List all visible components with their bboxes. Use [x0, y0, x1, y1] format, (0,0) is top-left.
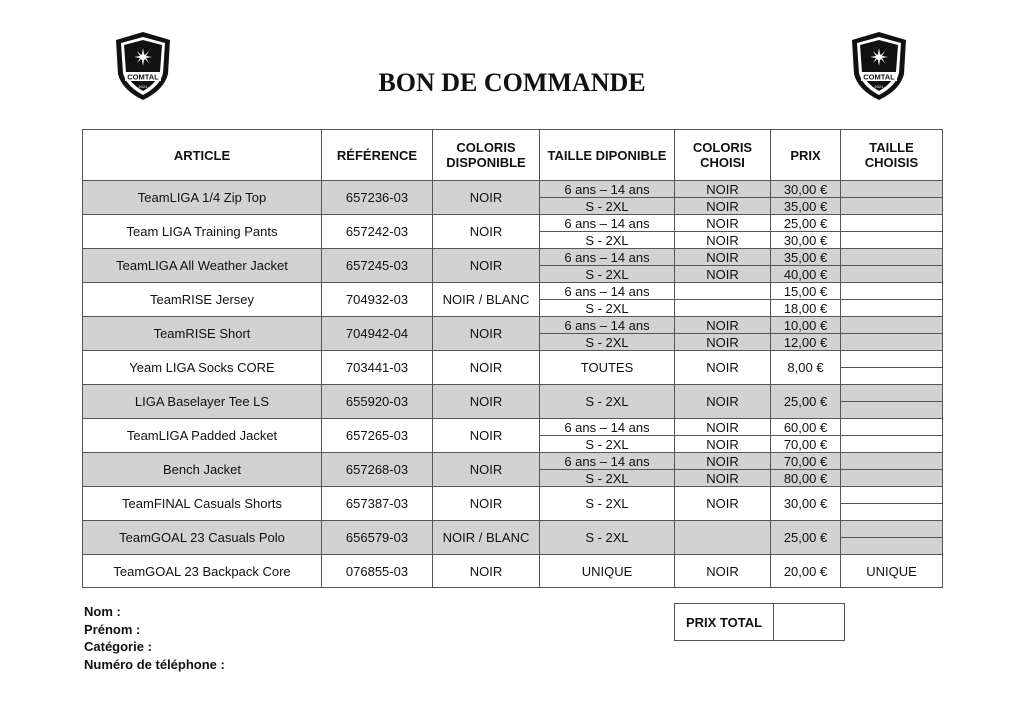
- header-taille-disponible: TAILLE DIPONIBLE: [540, 130, 675, 181]
- cell-prix: 60,00 €: [771, 419, 841, 436]
- cell-taille: 6 ans – 14 ans: [540, 419, 675, 436]
- cell-taille: S - 2XL: [540, 334, 675, 351]
- taille-choisie-split: [841, 487, 942, 520]
- cell-taille: S - 2XL: [540, 232, 675, 249]
- table-row: [83, 351, 943, 385]
- header-prix: PRIX: [771, 130, 841, 181]
- cell-coloris: NOIR: [433, 317, 540, 351]
- cell-coloris-choisi[interactable]: NOIR: [675, 453, 771, 470]
- cell-coloris-choisi[interactable]: NOIR: [675, 470, 771, 487]
- cell-coloris: NOIR / BLANC: [433, 283, 540, 317]
- table-row: [83, 555, 943, 588]
- cell-taille: TOUTES: [540, 351, 675, 385]
- cell-coloris-choisi[interactable]: [675, 283, 771, 300]
- cell-taille: S - 2XL: [540, 300, 675, 317]
- cell-prix: 18,00 €: [771, 300, 841, 317]
- cell-coloris: NOIR: [433, 181, 540, 215]
- table-row: [83, 385, 943, 419]
- table-row: [83, 521, 943, 555]
- cell-taille: 6 ans – 14 ans: [540, 249, 675, 266]
- cell-coloris: NOIR: [433, 419, 540, 453]
- total-box: [674, 603, 845, 641]
- cell-coloris-choisi[interactable]: NOIR: [675, 198, 771, 215]
- cell-taille-choisie[interactable]: [841, 351, 943, 385]
- cell-coloris-choisi[interactable]: NOIR: [675, 436, 771, 453]
- cell-prix: 25,00 €: [771, 215, 841, 232]
- cell-taille-choisie[interactable]: [841, 436, 943, 453]
- cell-taille-choisie[interactable]: [841, 283, 943, 300]
- cell-taille-choisie[interactable]: UNIQUE: [841, 555, 943, 588]
- cell-coloris-choisi[interactable]: NOIR: [675, 487, 771, 521]
- svg-text:2021: 2021: [874, 84, 884, 89]
- cell-prix: 30,00 €: [771, 232, 841, 249]
- cell-reference: 704942-04: [322, 317, 433, 351]
- cell-reference: 076855-03: [322, 555, 433, 588]
- header-coloris-disponible: COLORIS DISPONIBLE: [433, 130, 540, 181]
- cell-coloris-choisi[interactable]: NOIR: [675, 215, 771, 232]
- cell-article: Team LIGA Training Pants: [83, 215, 322, 249]
- cell-taille-choisie[interactable]: [841, 300, 943, 317]
- cell-prix: 30,00 €: [771, 487, 841, 521]
- cell-taille: 6 ans – 14 ans: [540, 283, 675, 300]
- cell-article: TeamFINAL Casuals Shorts: [83, 487, 322, 521]
- table-header-row: [83, 130, 943, 181]
- taille-choisie-split: [841, 385, 942, 418]
- cell-prix: 70,00 €: [771, 436, 841, 453]
- cell-reference: 657236-03: [322, 181, 433, 215]
- taille-choisie-split: [841, 351, 942, 384]
- cell-article: LIGA Baselayer Tee LS: [83, 385, 322, 419]
- cell-reference: 657387-03: [322, 487, 433, 521]
- cell-prix: 8,00 €: [771, 351, 841, 385]
- header-reference: RÉFÉRENCE: [322, 130, 433, 181]
- cell-article: TeamLIGA Padded Jacket: [83, 419, 322, 453]
- cell-taille: 6 ans – 14 ans: [540, 317, 675, 334]
- cell-prix: 25,00 €: [771, 521, 841, 555]
- cell-article: TeamGOAL 23 Backpack Core: [83, 555, 322, 588]
- cell-taille-choisie[interactable]: [841, 334, 943, 351]
- cell-taille: S - 2XL: [540, 198, 675, 215]
- label-telephone: Numéro de téléphone :: [84, 656, 225, 672]
- cell-article: Yeam LIGA Socks CORE: [83, 351, 322, 385]
- cell-taille: S - 2XL: [540, 385, 675, 419]
- cell-taille: S - 2XL: [540, 266, 675, 283]
- cell-article: TeamRISE Jersey: [83, 283, 322, 317]
- svg-text:2021: 2021: [138, 84, 148, 89]
- cell-article: TeamLIGA All Weather Jacket: [83, 249, 322, 283]
- cell-taille: S - 2XL: [540, 487, 675, 521]
- label-categorie: Catégorie :: [84, 639, 152, 654]
- cell-prix: 80,00 €: [771, 470, 841, 487]
- cell-coloris-choisi[interactable]: [675, 521, 771, 555]
- cell-article: TeamRISE Short: [83, 317, 322, 351]
- cell-article: TeamGOAL 23 Casuals Polo: [83, 521, 322, 555]
- cell-taille: 6 ans – 14 ans: [540, 215, 675, 232]
- cell-reference: 656579-03: [322, 521, 433, 555]
- cell-taille-choisie[interactable]: [841, 470, 943, 487]
- cell-coloris-choisi[interactable]: NOIR: [675, 317, 771, 334]
- table-row: [83, 487, 943, 521]
- header-article: ARTICLE: [83, 130, 322, 181]
- cell-taille-choisie[interactable]: [841, 266, 943, 283]
- cell-coloris-choisi[interactable]: NOIR: [675, 181, 771, 198]
- label-prenom: Prénom :: [84, 621, 141, 637]
- cell-reference: 657242-03: [322, 215, 433, 249]
- cell-taille-choisie[interactable]: [841, 419, 943, 436]
- cell-taille-choisie[interactable]: [841, 487, 943, 521]
- cell-reference: 657268-03: [322, 453, 433, 487]
- cell-taille-choisie[interactable]: [841, 453, 943, 470]
- cell-reference: 703441-03: [322, 351, 433, 385]
- cell-prix: 12,00 €: [771, 334, 841, 351]
- prix-total-label: PRIX TOTAL: [675, 604, 774, 641]
- cell-taille: S - 2XL: [540, 521, 675, 555]
- cell-taille: 6 ans – 14 ans: [540, 181, 675, 198]
- label-nom: Nom :: [84, 604, 121, 619]
- cell-taille-choisie[interactable]: [841, 317, 943, 334]
- cell-taille-choisie[interactable]: [841, 181, 943, 198]
- cell-coloris: NOIR: [433, 453, 540, 487]
- cell-coloris: NOIR: [433, 385, 540, 419]
- cell-taille-choisie[interactable]: [841, 521, 943, 555]
- customer-info-block: [84, 603, 225, 673]
- cell-prix: 20,00 €: [771, 555, 841, 588]
- cell-taille-choisie[interactable]: [841, 215, 943, 232]
- page-title: BON DE COMMANDE: [378, 68, 646, 97]
- cell-taille: S - 2XL: [540, 470, 675, 487]
- table-row: [83, 453, 943, 470]
- cell-coloris: NOIR: [433, 555, 540, 588]
- cell-taille-choisie[interactable]: [841, 249, 943, 266]
- cell-prix: 70,00 €: [771, 453, 841, 470]
- svg-text:COMTAL: COMTAL: [127, 72, 159, 82]
- cell-coloris-choisi[interactable]: NOIR: [675, 555, 771, 588]
- cell-prix: 25,00 €: [771, 385, 841, 419]
- cell-coloris-choisi[interactable]: NOIR: [675, 334, 771, 351]
- table-row: [83, 317, 943, 334]
- cell-taille: S - 2XL: [540, 436, 675, 453]
- cell-coloris-choisi[interactable]: NOIR: [675, 419, 771, 436]
- cell-coloris-choisi[interactable]: [675, 300, 771, 317]
- cell-prix: 40,00 €: [771, 266, 841, 283]
- cell-coloris-choisi[interactable]: NOIR: [675, 351, 771, 385]
- cell-coloris: NOIR: [433, 249, 540, 283]
- cell-prix: 30,00 €: [771, 181, 841, 198]
- prix-total-value[interactable]: [774, 604, 845, 641]
- cell-reference: 657245-03: [322, 249, 433, 283]
- order-table-body: [83, 181, 943, 588]
- header-coloris-choisi: COLORIS CHOISI: [675, 130, 771, 181]
- cell-prix: 10,00 €: [771, 317, 841, 334]
- cell-coloris-choisi[interactable]: NOIR: [675, 266, 771, 283]
- cell-taille-choisie[interactable]: [841, 198, 943, 215]
- table-row: [83, 249, 943, 266]
- table-row: [83, 181, 943, 198]
- cell-coloris: NOIR: [433, 351, 540, 385]
- order-table: [82, 129, 943, 588]
- cell-taille-choisie[interactable]: [841, 232, 943, 249]
- table-row: [83, 283, 943, 300]
- cell-coloris-choisi[interactable]: NOIR: [675, 249, 771, 266]
- cell-taille: 6 ans – 14 ans: [540, 453, 675, 470]
- cell-article: Bench Jacket: [83, 453, 322, 487]
- svg-text:COMTAL: COMTAL: [863, 72, 895, 82]
- cell-coloris-choisi[interactable]: NOIR: [675, 232, 771, 249]
- cell-coloris-choisi[interactable]: NOIR: [675, 385, 771, 419]
- cell-prix: 35,00 €: [771, 198, 841, 215]
- cell-prix: 15,00 €: [771, 283, 841, 300]
- taille-choisie-split: [841, 521, 942, 554]
- header-taille-choisis: TAILLE CHOISIS: [841, 130, 943, 181]
- cell-coloris: NOIR: [433, 487, 540, 521]
- cell-taille-choisie[interactable]: [841, 385, 943, 419]
- cell-coloris: NOIR / BLANC: [433, 521, 540, 555]
- cell-coloris: NOIR: [433, 215, 540, 249]
- cell-reference: 704932-03: [322, 283, 433, 317]
- table-row: [83, 419, 943, 436]
- table-row: [83, 215, 943, 232]
- cell-reference: 657265-03: [322, 419, 433, 453]
- cell-prix: 35,00 €: [771, 249, 841, 266]
- cell-taille: UNIQUE: [540, 555, 675, 588]
- cell-reference: 655920-03: [322, 385, 433, 419]
- cell-article: TeamLIGA 1/4 Zip Top: [83, 181, 322, 215]
